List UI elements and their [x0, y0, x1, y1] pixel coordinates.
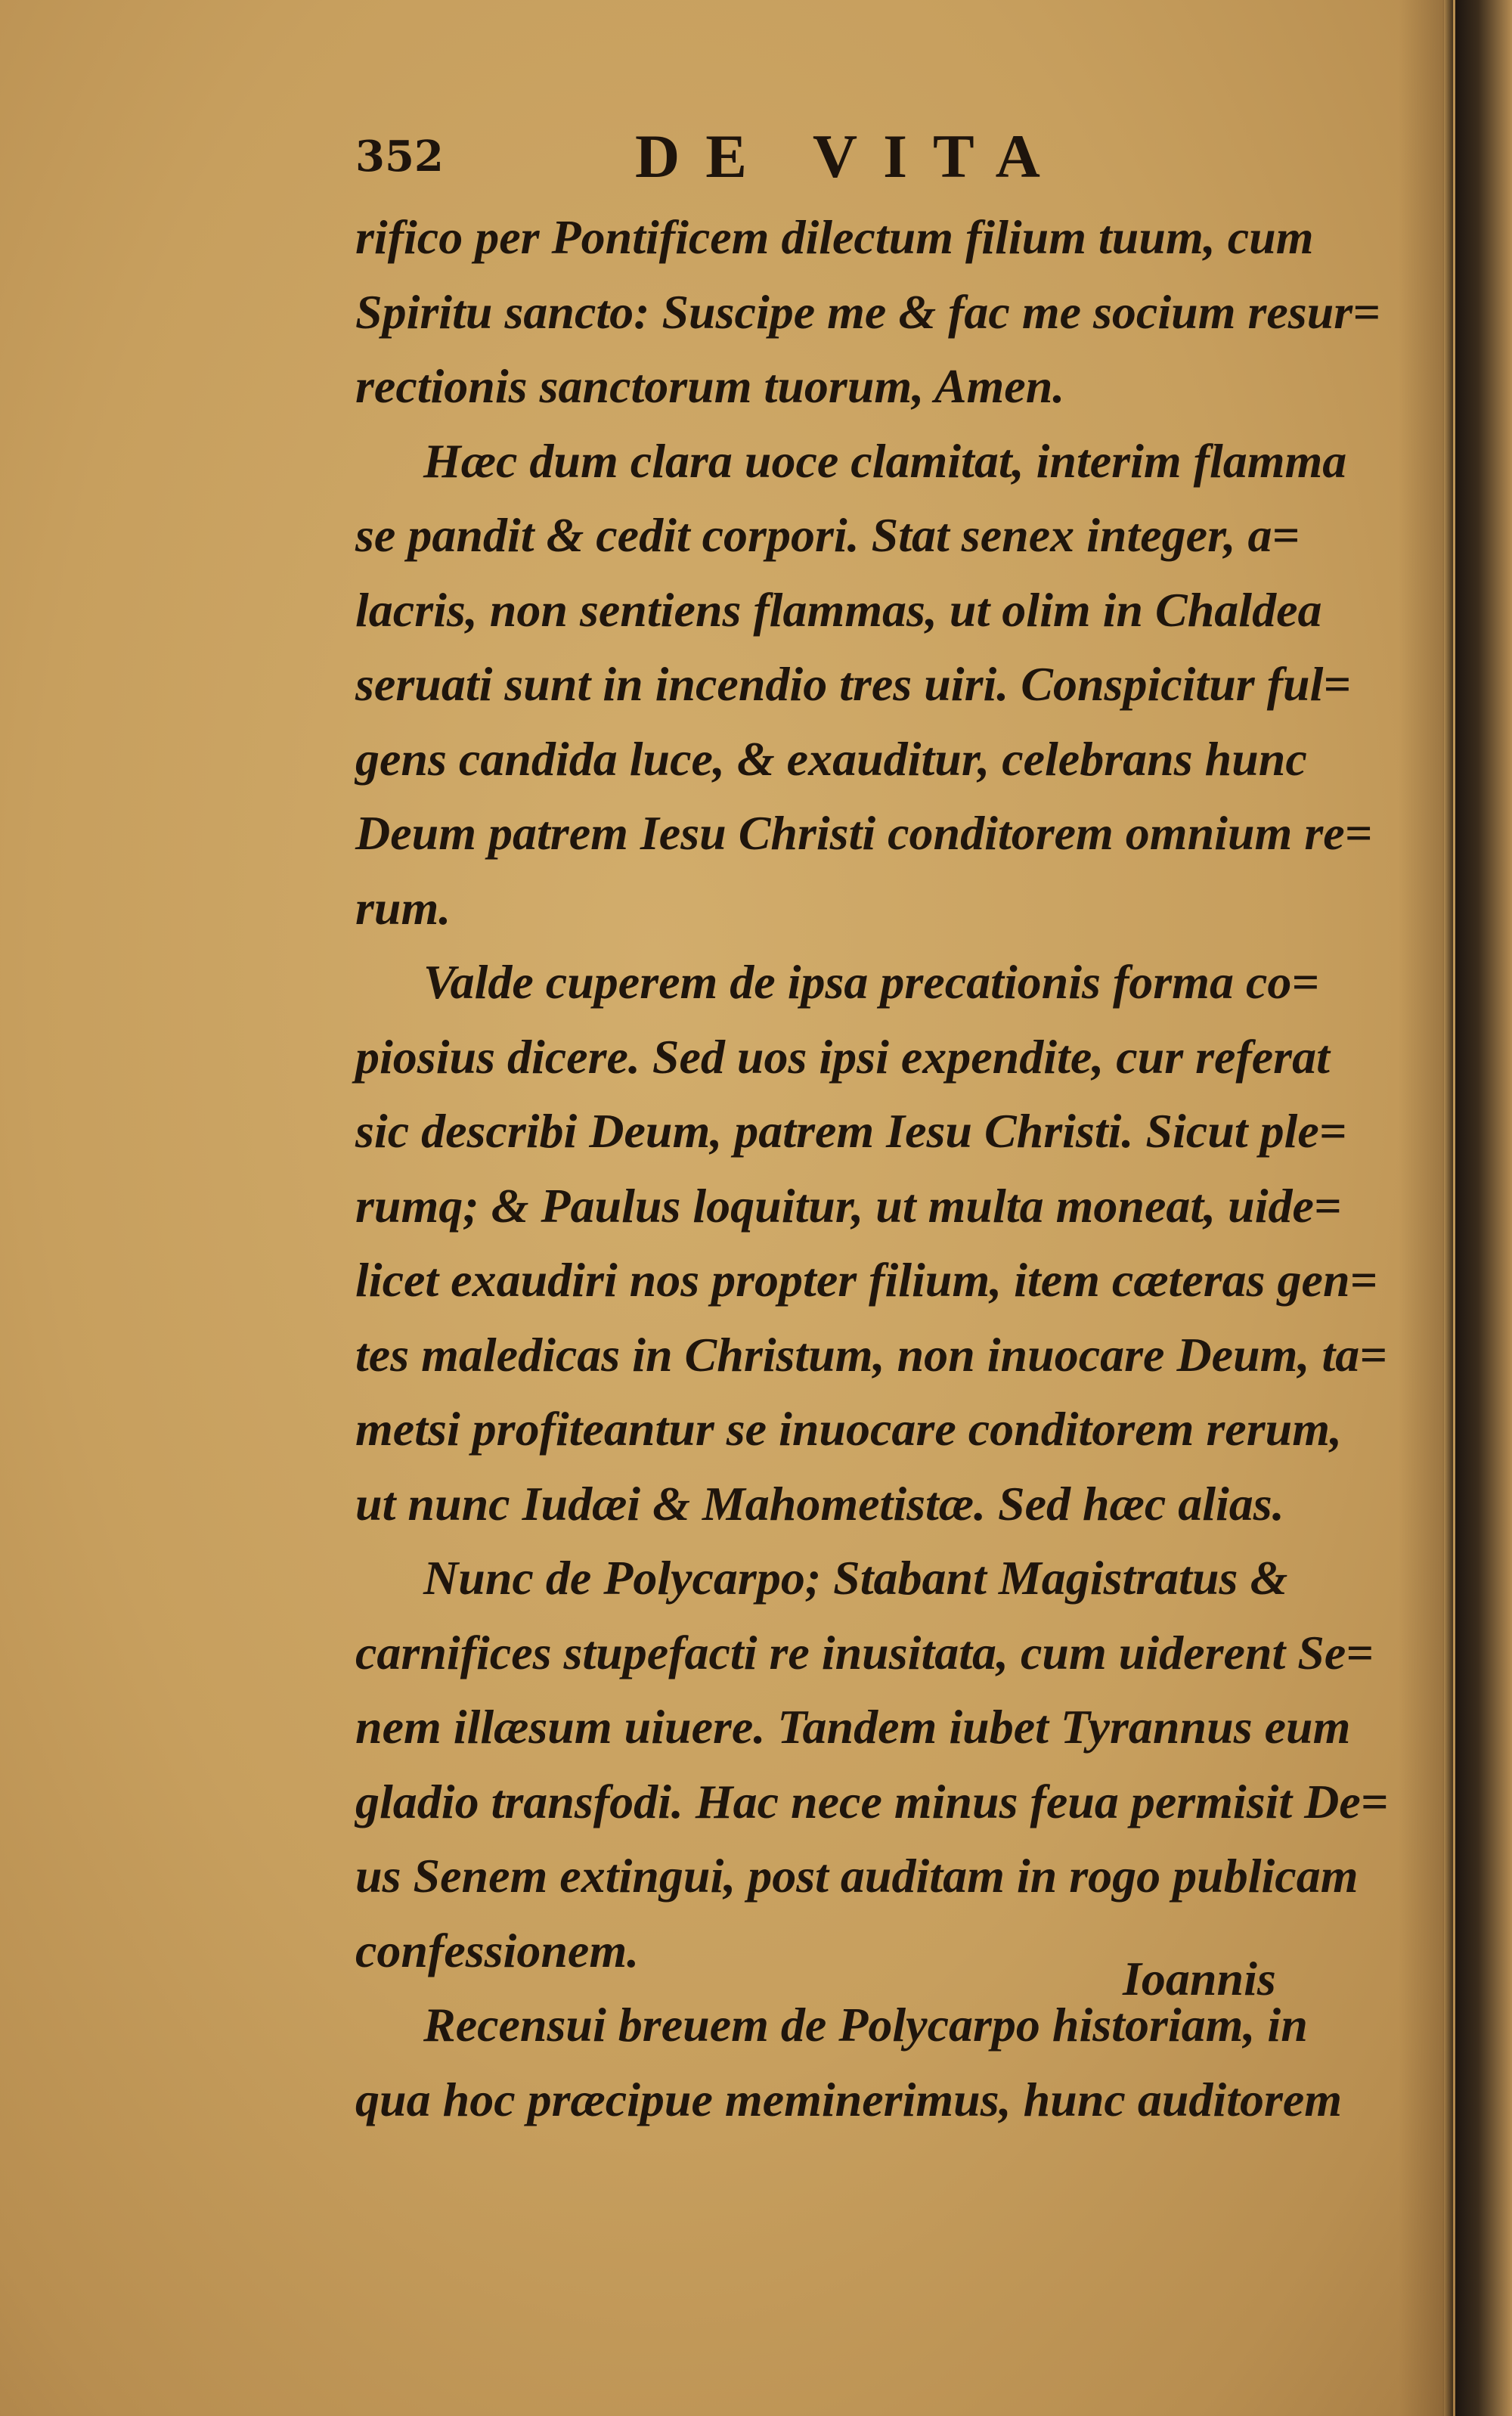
text-line: ut nunc Iudæi & Mahometistæ. Sed hæc alias. [355, 1476, 1284, 1531]
text-line: confessionem. [355, 1923, 640, 1977]
text-line: Recensui breuem de Polycarpo historiam, in [423, 1998, 1308, 2052]
text-line: se pandit & cedit corpori. Stat senex integer, a= [355, 508, 1300, 562]
text-line: qua hoc præcipue meminerimus, hunc auditorem [355, 2072, 1343, 2126]
text-line: rifico per Pontificem dilectum filium tuum, cum [355, 210, 1314, 264]
page-header [355, 121, 1338, 189]
text-line: Valde cuperem de ipsa precationis forma co= [423, 955, 1319, 1009]
text-line: piosius dicere. Sed uos ipsi expendite, cur referat [355, 1029, 1330, 1084]
text-line: metsi profiteantur se inuocare conditorem rerum, [355, 1402, 1342, 1456]
text-line: lacris, non sentiens flammas, ut olim in Chaldea [355, 582, 1322, 637]
text-line: nem illæsum uiuere. Tandem iubet Tyrannus eum [355, 1700, 1351, 1754]
text-line: rum. [355, 880, 451, 935]
page-number: 352 [355, 132, 444, 181]
text-line: licet exaudiri nos propter filium, item cæteras gen= [355, 1253, 1377, 1307]
body-text [355, 200, 1389, 2137]
page-edge-shadow [1399, 0, 1444, 2416]
text-line: Hæc dum clara uoce clamitat, interim flamma [423, 433, 1347, 488]
text-line: gens candida luce, & exauditur, celebrans hunc [355, 731, 1307, 786]
text-line: sic describi Deum, patrem Iesu Christi. Sicut ple= [355, 1104, 1347, 1158]
text-line: Nunc de Polycarpo; Stabant Magistratus & [423, 1551, 1288, 1605]
running-head: DE VITA [635, 122, 1066, 191]
text-line: us Senem extingui, post auditam in rogo publicam [355, 1849, 1359, 1903]
text-line: carnifices stupefacti re inusitata, cum uiderent Se= [355, 1625, 1374, 1679]
text-line: rectionis sanctorum tuorum, Amen. [355, 359, 1065, 413]
text-line: Deum patrem Iesu Christi conditorem omnium re= [355, 806, 1373, 860]
text-line: rumq; & Paulus loquitur, ut multa moneat, uide= [355, 1178, 1342, 1233]
book-gutter [1455, 0, 1512, 2416]
catchword: Ioannis [1123, 1952, 1276, 2005]
text-line: Spiritu sancto: Suscipe me & fac me socium resur= [355, 284, 1380, 339]
text-line: gladio transfodi. Hac nece minus feua permisit De= [355, 1774, 1389, 1828]
text-line: seruati sunt in incendio tres uiri. Conspicitur ful= [355, 657, 1351, 711]
gutter-shadow [1442, 0, 1453, 2416]
text-line: tes maledicas in Christum, non inuocare Deum, ta= [355, 1327, 1387, 1382]
